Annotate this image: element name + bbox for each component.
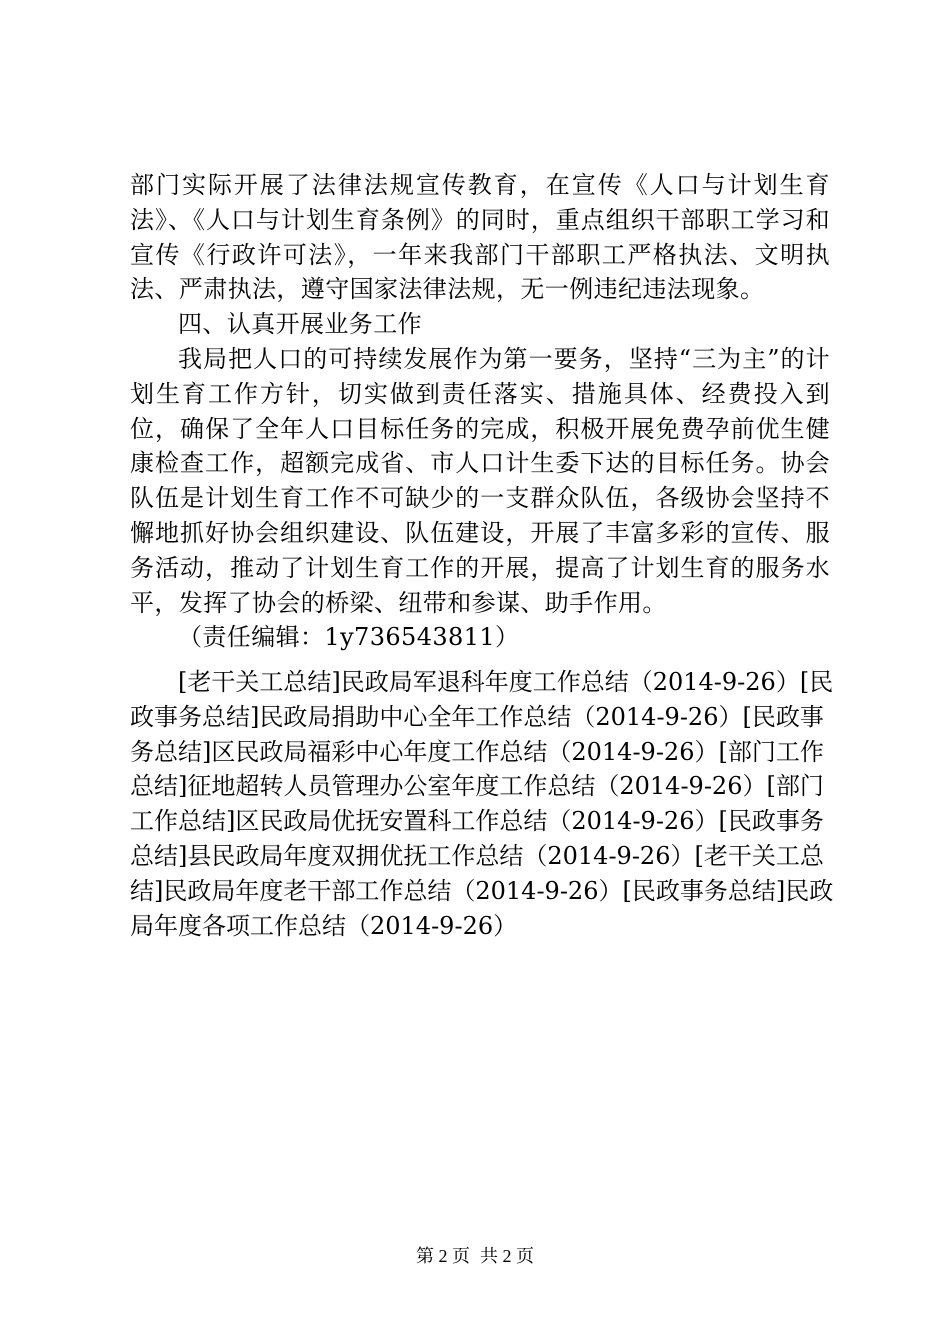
- related-link[interactable]: [民政事务总结]县民政局年度双拥优抚工作总结（2014-9-26）: [130, 807, 824, 870]
- page-footer: [0, 1242, 950, 1268]
- page-number: 第 2 页: [416, 1246, 470, 1266]
- related-link[interactable]: [民政事务总结]民政局年度各项工作总结（2014-9-26）: [130, 876, 834, 940]
- related-link[interactable]: [民政事务总结]民政局捐助中心全年工作总结（2014-9-26）: [130, 668, 834, 731]
- section-heading: 四、认真开展业务工作: [178, 310, 422, 339]
- related-link[interactable]: [民政事务总结]区民政局福彩中心年度工作总结（2014-9-26）: [130, 702, 824, 766]
- related-link[interactable]: [老干关工总结]民政局年度老干部工作总结（2014-9-26）: [130, 841, 824, 905]
- editor-note: （责任编辑：1y736543811）: [178, 623, 520, 652]
- related-link[interactable]: [部门工作总结]征地超转人员管理办公室年度工作总结（2014-9-26）: [130, 737, 824, 801]
- related-links: [130, 665, 840, 943]
- page-total: 共 2 页: [480, 1246, 534, 1266]
- document-body: [130, 168, 830, 655]
- related-link[interactable]: [老干关工总结]民政局军退科年度工作总结（2014-9-26）: [178, 668, 800, 696]
- related-link[interactable]: [部门工作总结]区民政局优抚安置科工作总结（2014-9-26）: [130, 772, 824, 836]
- paragraph-law-education: 部门实际开展了法律法规宣传教育，在宣传《人口与计划生育法》、《人口与计划生育条例》的同时，重点组织干部职工学习和宣传《行政许可法》，一年来我部门干部职工严格执法、文明执法、严肃执法，遵守国家法律法规，无一例违纪违法现象。: [130, 171, 830, 304]
- paragraph-business-work: 我局把人口的可持续发展作为第一要务，坚持“三为主”的计划生育工作方针，切实做到责任落实、措施具体、经费投入到位，确保了全年人口目标任务的完成，积极开展免费孕前优生健康检查工作，超额完成省、市人口计生委下达的目标任务。协会队伍是计划生育工作不可缺少的一支群众队伍，各级协会坚持不懈地抓好协会组织建设、队伍建设，开展了丰富多彩的宣传、服务活动，推动了计划生育工作的开展，提高了计划生育的服务水平，发挥了协会的桥梁、纽带和参谋、助手作用。: [130, 344, 830, 617]
